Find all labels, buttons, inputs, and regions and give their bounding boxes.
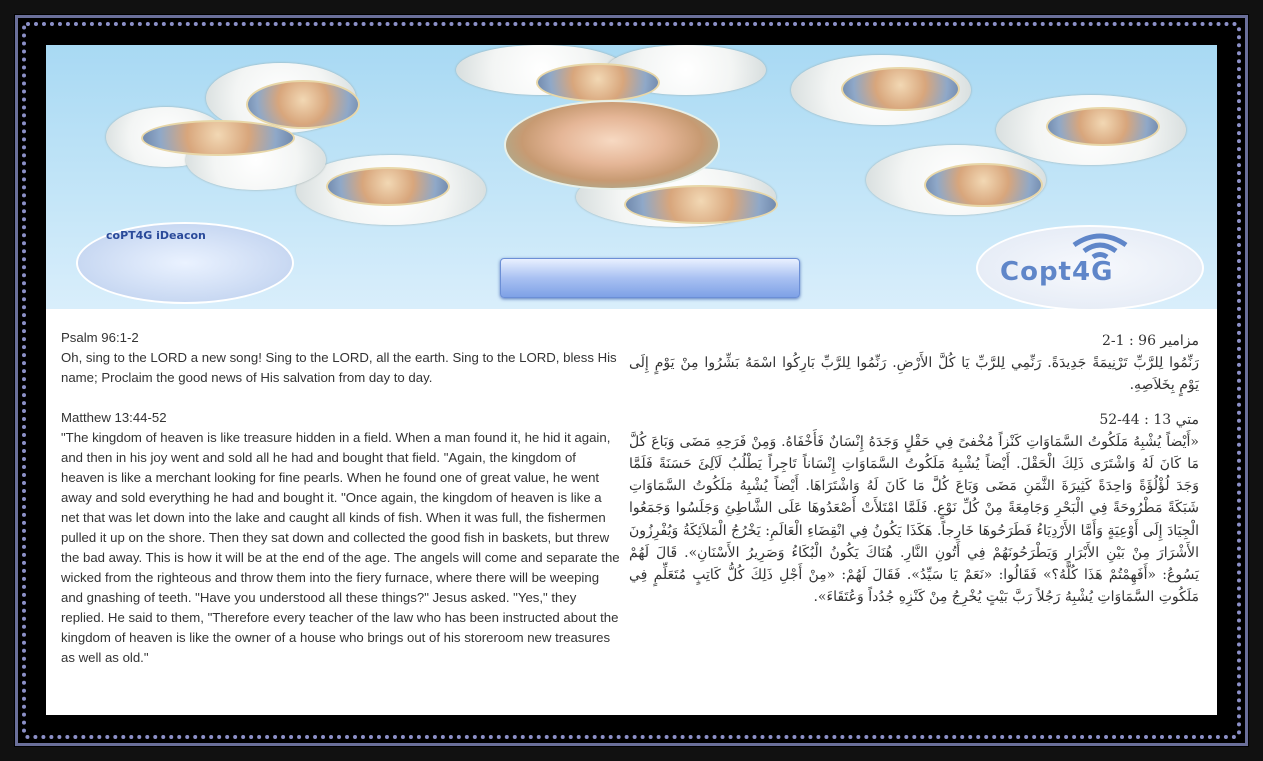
reading-text: Oh, sing to the LORD a new song! Sing to the LORD, all the earth. Sing to the LORD, bless His name; Proclaim the good news of His salvation from day to day.: [61, 350, 617, 385]
saint-icon: [246, 80, 360, 129]
reading-reference: Matthew 13:44-52: [61, 410, 167, 425]
saint-icon: [624, 185, 778, 224]
saint-icon: [841, 67, 960, 111]
page-content: [46, 45, 1217, 715]
saint-icon: [141, 120, 295, 156]
saint-icon: [536, 63, 660, 102]
reading-block: [61, 408, 621, 668]
copt4g-ideacon-logo: [76, 222, 294, 304]
banner-button[interactable]: [500, 258, 800, 298]
reading-reference: مزامير 96 : 1-2: [1101, 333, 1199, 349]
reading-text: «أَيْضاً يُشْبِهُ مَلَكُوتُ السَّمَاوَاتِ كَنْزاً مُخْفىً فِي حَقْلٍ وَجَدَهُ إِنْسَانٌ فَأَخْفَاهُ. وَمِنْ فَرَحِهِ مَضَى وَبَاعَ كُلَّ مَا كَانَ لَهُ وَاشْتَرَى ذَلِكَ الْحَقْلَ. أَيْضاً يُشْبِهُ مَلَكُوتُ السَّمَاوَاتِ إِنْسَاناً تَاجِراً يَطْلُبُ لَآلِئَ حَسَنَةً فَلَمَّا وَجَدَ لُؤْلُؤَةً وَاحِدَةً كَثِيرَةَ الثَّمَنِ مَضَى وَبَاعَ كُلَّ مَا كَانَ لَهُ وَاشْتَرَاهَا. أَيْضاً يُشْبِهُ مَلَكُوتُ السَّمَاوَاتِ شَبَكَةً مَطْرُوحَةً فِي الْبَحْرِ وَجَامِعَةً مِنْ كُلِّ نَوْعٍ. فَلَمَّا امْتَلأَتْ أَصْعَدُوهَا عَلَى الشَّاطِئِ وَجَلَسُوا وَجَمَعُوا الْجِيَادَ إِلَى أَوْعِيَةٍ وَأَمَّا الأَرْدِيَاءُ فَطَرَحُوهَا خَارِجاً. هَكَذَا يَكُونُ فِي انْقِضَاءِ الْعَالَمِ: يَخْرُجُ الْمَلاَئِكَةُ وَيُفْرِزُونَ الأَشْرَارَ مِنْ بَيْنِ الأَبْرَارِ وَيَطْرَحُونَهُمْ فِي أَتُونِ النَّارِ. هُنَاكَ يَكُونُ الْبُكَاءُ وَصَرِيرُ الأَسْنَانِ». قَالَ لَهُمْ يَسُوعُ: «أَفَهِمْتُمْ هَذَا كُلَّهُ؟» فَقَالُوا: «نَعَمْ يَا سَيِّدُ». فَقَالَ لَهُمْ: «مِنْ أَجْلِ ذَلِكَ كُلُّ كَاتِبٍ مُتَعَلِّمٍ فِي مَلَكُوتِ السَّمَاوَاتِ يُشْبِهُ رَجُلاً رَبَّ بَيْتٍ يُخْرِجُ مِنْ كَنْزِهِ جُدُداً وَعُتَقَاءَ».: [629, 433, 1199, 606]
reading-text: رَنِّمُوا لِلرَّبِّ تَرْنِيمَةً جَدِيدَةً. رَنِّمِي لِلرَّبِّ يَا كُلَّ الأَرْضِ. رَنِّمُوا لِلرَّبِّ بَارِكُوا اسْمَهُ بَشِّرُوا مِنْ يَوْمٍ إِلَى يَوْمٍ بِخَلاَصِهِ.: [629, 355, 1199, 394]
header-banner: [46, 45, 1217, 309]
reading-block: [61, 328, 621, 388]
christ-icon: [504, 100, 720, 190]
saint-icon: [924, 163, 1043, 207]
reading-block: [629, 330, 1199, 397]
copt4g-logo: [976, 225, 1204, 309]
logo-text: Copt4G: [1000, 257, 1114, 287]
saint-icon: [326, 167, 450, 206]
reading-text: "The kingdom of heaven is like treasure hidden in a field. When a man found it, he hid it again, and then in his joy went and sold all he had and bought that field. "Again, the kingdom of heaven is like a merchant looking for fine pearls. When he found one of great value, he went away and sold everything he had and bought it. "Once again, the kingdom of heaven is like a net that was let down into the lake and caught all kinds of fish. When it was full, the fishermen pulled it up on the shore. Then they sat down and collected the good fish in baskets, but threw the bad away. This is how it will be at the end of the age. The angels will come and separate the wicked from the righteous and throw them into the fiery furnace, where there will be weeping and gnashing of teeth. "Have you understood all these things?" Jesus asked. "Yes," they replied. He said to them, "Therefore every teacher of the law who has been instructed about the kingdom of heaven is like the owner of a house who brings out of his storeroom new treasures as well as old.": [61, 430, 620, 665]
reading-block: [629, 409, 1199, 609]
reading-reference: متي 13 : 44-52: [1099, 411, 1199, 428]
arabic-readings: [629, 330, 1199, 620]
reading-reference: Psalm 96:1-2: [61, 330, 139, 345]
logo-text: coPT4G iDeacon: [106, 229, 206, 242]
english-readings: [61, 328, 621, 688]
saint-icon: [1046, 107, 1160, 146]
